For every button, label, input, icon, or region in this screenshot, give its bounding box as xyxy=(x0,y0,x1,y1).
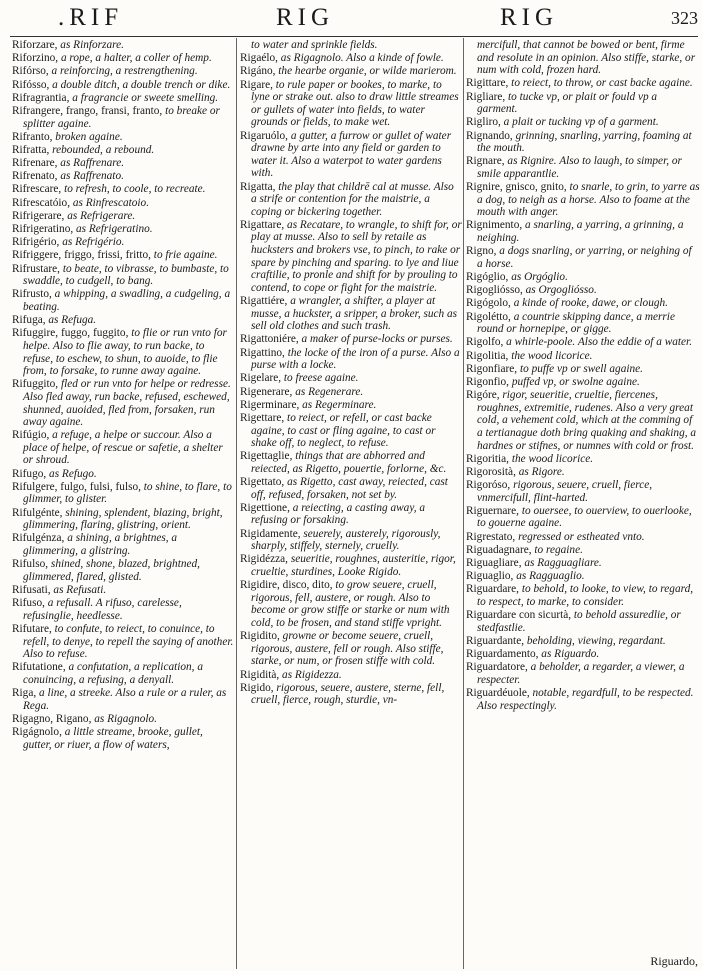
headword: Rigorosità, xyxy=(466,465,516,478)
definition: shining, splendent, blazing, bright, glimmering, flaring, glistring, orient. xyxy=(23,506,223,532)
definition: to frie againe. xyxy=(150,249,218,262)
headword: Rigattoniére, xyxy=(240,333,299,346)
definition: to confute, to reiect, to conuince, to refell, to denye, to repell the saying of another. Also to refuse. xyxy=(23,622,234,661)
definition: as Rigidezza. xyxy=(279,668,342,681)
definition: beholding, viewing, regardant. xyxy=(524,634,666,647)
dictionary-entry xyxy=(12,558,234,583)
headword: Rigattiére, xyxy=(240,295,288,308)
dictionary-entry xyxy=(466,389,700,452)
definition: to behold assuredlie, or stedfastlie. xyxy=(477,609,681,634)
dictionary-entry xyxy=(466,130,700,155)
dictionary-entry xyxy=(12,157,234,170)
definition: the locke of the iron of a purse. Also a purse with a locke. xyxy=(251,346,460,372)
headword: Rigonfiare, xyxy=(466,362,518,375)
headword: Riguardare con sicurtà, xyxy=(466,609,572,622)
definition: as Rigore. xyxy=(515,465,565,478)
definition: as Ragguagliare. xyxy=(521,557,602,569)
column-divider-2 xyxy=(463,38,464,969)
dictionary-entry xyxy=(12,468,234,481)
dictionary-entry xyxy=(466,271,700,284)
dictionary-entry xyxy=(12,288,234,313)
dictionary-entry xyxy=(12,713,234,726)
definition: as Refrigerare. xyxy=(64,209,136,222)
dictionary-entry xyxy=(240,682,462,707)
dictionary-entry xyxy=(12,144,234,157)
definition: as Raffrenato. xyxy=(57,170,124,183)
headword: Rifórso, xyxy=(12,65,49,78)
definition: to regaine. xyxy=(531,543,583,556)
definition: a shining, a brightnes, a glimmering, a glistring. xyxy=(23,532,178,557)
dictionary-entry xyxy=(240,669,462,682)
dictionary-entry xyxy=(12,327,234,377)
definition: a wrangler, a shifter, a player at musse, a huckster, a sripper, a broker, such as sell old clothes and such trash. xyxy=(251,295,458,333)
definition: to breake or splitter againe. xyxy=(23,104,220,130)
dictionary-entry xyxy=(466,544,700,557)
headword: Rigettione, xyxy=(240,501,290,514)
dictionary-entry xyxy=(466,479,700,504)
definition: to snarle, to grin, to yarre as a dog, to neigh as a horse. Also to foame at the mouth with anger. xyxy=(477,181,700,219)
dictionary-entry xyxy=(466,609,700,634)
dictionary-entry xyxy=(12,584,234,597)
headword: Rigenerare, xyxy=(240,385,293,398)
definition: to shine, to flare, to glimmer, to glister. xyxy=(23,480,232,506)
definition: to reiect, or refell, or cast backe againe, to cast or fling againe, to cast or shake off, to neglect, to refuse. xyxy=(251,411,436,450)
column-1 xyxy=(12,39,234,971)
dictionary-entry xyxy=(12,481,234,506)
headword: Rigoróso, xyxy=(466,479,511,492)
dictionary-entry xyxy=(240,295,462,333)
headword: Rigagno, Rigano, xyxy=(12,712,92,725)
dictionary-entry xyxy=(12,263,234,288)
dictionary-entry xyxy=(240,181,462,219)
dictionary-entry xyxy=(12,52,234,65)
dictionary-entry xyxy=(466,453,700,466)
definition: as Orgogliósso. xyxy=(522,284,597,297)
headword: Rigolitia, xyxy=(466,349,509,362)
headword: Riguernare, xyxy=(466,504,520,517)
headword: Rigno, xyxy=(466,245,497,258)
dictionary-entry xyxy=(12,197,234,210)
dictionary-entry xyxy=(466,687,700,712)
headword: Rigidézza, xyxy=(240,553,288,566)
dictionary-entry xyxy=(466,219,700,244)
dictionary-entry xyxy=(466,363,700,376)
dictionary-entry xyxy=(12,210,234,223)
headword: Rigaruólo, xyxy=(240,129,289,142)
definition: broken againe. xyxy=(52,130,123,143)
definition: a plait or tucking vp of a garment. xyxy=(500,116,659,129)
headword: Rigogliósso, xyxy=(466,284,523,297)
headword: Rifrescatóio, xyxy=(12,196,71,209)
definition: a reiecting, a casting away, a refusing or forsaking. xyxy=(251,501,426,527)
dictionary-entry xyxy=(240,528,462,553)
dictionary-entry xyxy=(466,336,700,349)
definition: to beate, to vibrasse, to bumbaste, to swaddle, to cudgell, to bang. xyxy=(23,262,229,288)
definition: a confutation, a replication, a conuincing, a refusing, a denyall. xyxy=(23,661,203,686)
definition: a rope, a halter, a coller of hemp. xyxy=(58,52,212,65)
definition: the play that childrē cal at musse. Also a strife or contention for the maistrie, a coping or bickering together. xyxy=(251,180,454,218)
headword: Rifrangere, frango, fransi, franto, xyxy=(12,104,163,117)
headword: Rigonfio, xyxy=(466,375,509,388)
definition: a refuge, a helpe or succour. Also a place of helpe, of rescue or safetie, a shelter or shroud. xyxy=(23,429,223,467)
definition: as Raffrenare. xyxy=(57,157,125,170)
dictionary-entry xyxy=(12,39,234,52)
headword: Rifrigerare, xyxy=(12,209,65,222)
dictionary-entry xyxy=(466,648,700,661)
dictionary-entry xyxy=(466,284,700,297)
headword: Rifuggire, fuggo, fuggito, xyxy=(12,327,129,340)
headword: Rifragrantia, xyxy=(12,91,70,104)
definition: as Regenerare. xyxy=(292,385,364,398)
headword: Rifrigério, xyxy=(12,236,60,249)
definition: as Regerminare. xyxy=(299,398,377,411)
definition: grinning, snarling, yarring, foaming at the mouth. xyxy=(477,129,692,155)
headword: Rigettaglie, xyxy=(240,450,293,463)
dictionary-entry xyxy=(240,372,462,385)
definition: regressed or estheated vnto. xyxy=(515,530,645,543)
dictionary-entry xyxy=(12,378,234,428)
definition: as Orgóglio. xyxy=(508,271,568,284)
headword: Rigóre, xyxy=(466,389,500,402)
header-left-word: .RIF xyxy=(58,4,124,31)
dictionary-entry xyxy=(466,311,700,336)
headword: Rifulgénte, xyxy=(12,506,63,519)
headword: Rifrigeratino, xyxy=(12,223,74,236)
headword: Riguardare, xyxy=(466,583,520,596)
dictionary-entry xyxy=(240,65,462,78)
headword: Rigattino, xyxy=(240,346,285,359)
dictionary-entry xyxy=(240,412,462,450)
headword: Rigágnolo, xyxy=(12,726,62,739)
dictionary-entry xyxy=(466,245,700,270)
headword: Rigóglio, xyxy=(466,271,509,284)
dictionary-entry xyxy=(466,155,700,180)
headword: Rifósso, xyxy=(12,78,50,91)
definition: as Rinforzare. xyxy=(57,39,124,51)
page-number: 323 xyxy=(671,8,698,28)
headword: Rigidito, xyxy=(240,630,280,643)
definition: mercifull, that cannot be bowed or bent, firme and resolute in an opinion. Also stiffe, starke, or num with cold, frozen hard. xyxy=(477,39,696,77)
headword: Riforzino, xyxy=(12,52,59,65)
headword: Rigerminare, xyxy=(240,398,300,411)
definition: rebounded, a rebound. xyxy=(49,143,155,156)
dictionary-entry xyxy=(12,170,234,183)
definition: a little streame, brooke, gullet, gutter, or riuer, a flow of waters, xyxy=(23,726,203,751)
dictionary-entry xyxy=(240,579,462,629)
headword: Rifranto, xyxy=(12,130,53,143)
definition: to ouersee, to ouerview, to ouerlooke, to gouerne againe. xyxy=(477,504,692,530)
definition: to grow seuere, cruell, rigorous, fell, austere, or rough. Also to become or grow stiffe or starke or num with cold, to be frosen, and stand stiffe vpright. xyxy=(251,579,450,629)
dictionary-entry xyxy=(240,130,462,180)
dictionary-entry xyxy=(240,386,462,399)
definition: as Riguardo. xyxy=(538,648,600,661)
dictionary-entry xyxy=(240,476,462,501)
dictionary-entry xyxy=(12,236,234,249)
headword: Rigliare, xyxy=(466,90,506,103)
definition: rigor, seueritie, crueltie, fiercenes, roughnes, extremitie, rudenes. Also a very great cold, a vehement cold, which at the comming of a tertianague doth bring quaking and shaking, a hardnes or stifnes, or numnes with cold or frost. xyxy=(477,389,697,452)
dictionary-entry xyxy=(466,531,700,544)
definition: rigorous, seuere, cruell, fierce, vnmercifull, flint-harted. xyxy=(477,479,653,504)
headword: Rigidire, disco, dito, xyxy=(240,579,333,592)
headword: Riga, xyxy=(12,687,37,700)
definition: a refusall. A rifuso, carelesse, refusinglie, heedlesse. xyxy=(23,597,182,622)
definition: as Rigagnolo. Also a kinde of fowle. xyxy=(277,52,444,65)
dictionary-entry xyxy=(240,450,462,475)
definition: as Refugo. xyxy=(46,467,97,480)
definition: a beholder, a regarder, a viewer, a respecter. xyxy=(477,661,685,686)
headword: Riguagliare, xyxy=(466,557,522,569)
definition: notable, regardfull, to be respected. Also respectingly. xyxy=(477,687,694,712)
headword: Rigoritia, xyxy=(466,452,509,465)
definition: growne or become seuere, cruell, rigorous, austere, fell or rough. Also stiffe, starke, or num, or frosen stiffe with cold. xyxy=(251,630,444,668)
headword: Rigógolo, xyxy=(466,297,511,310)
header-right-word: RIG xyxy=(500,4,559,31)
definition: things that are abhorred and reiected, as Rigetto, pouertie, forlorne, &c. xyxy=(251,450,447,475)
running-header xyxy=(0,2,702,36)
definition: the wood licorice. xyxy=(508,349,593,362)
definition: a kinde of rooke, dawe, or clough. xyxy=(510,297,668,310)
dictionary-entry xyxy=(466,635,700,648)
dictionary-entry xyxy=(12,429,234,467)
headword: Rifusati, xyxy=(12,583,51,596)
headword: Rignare, xyxy=(466,155,505,168)
definition: shined, shone, blazed, brightned, glimmered, flared, glisted. xyxy=(23,558,200,583)
headword: Rifutare, xyxy=(12,622,52,635)
dictionary-entry xyxy=(466,91,700,116)
definition: as Refusati. xyxy=(50,583,107,596)
headword: Rifriggere, friggo, frissi, fritto, xyxy=(12,249,151,262)
dictionary-entry xyxy=(12,532,234,557)
dictionary-entry xyxy=(466,557,700,570)
headword: Rifratta, xyxy=(12,143,50,156)
definition: the wood licorice. xyxy=(509,452,594,465)
headword: Rigidità, xyxy=(240,668,280,681)
definition: a line, a streeke. Also a rule or a ruler, as Rega. xyxy=(23,687,227,712)
headword: Rifutatione, xyxy=(12,661,66,674)
definition: a countrie skipping dance, a merrie round or hornepipe, or gigge. xyxy=(477,310,675,336)
definition: seueritie, roughnes, austeritie, rigor, crueltie, sturdines, Looke Rigido. xyxy=(251,553,456,579)
catchword: Riguardo, xyxy=(650,954,698,968)
definition: to water and sprinkle fields. xyxy=(251,39,378,51)
definition: as Rigetto, cast away, reiected, cast off, refused, forsaken, not set by. xyxy=(251,476,448,501)
definition: as Rinfrescatoio. xyxy=(70,196,150,209)
definition: as Rignire. Also to laugh, to simper, or smile apparantlie. xyxy=(477,155,682,180)
dictionary-entry xyxy=(12,183,234,196)
headword: Rigido, xyxy=(240,681,274,694)
dictionary-entry xyxy=(466,466,700,479)
headword: Rifúgio, xyxy=(12,429,50,442)
dictionary-entry xyxy=(466,77,700,90)
definition: a whipping, a swadling, a cudgeling, a beating. xyxy=(23,288,231,313)
headword: Rifuga, xyxy=(12,314,46,327)
dictionary-entry xyxy=(466,297,700,310)
headword: Rigelare, xyxy=(240,372,282,385)
dictionary-entry xyxy=(240,347,462,372)
definition: as Refuga. xyxy=(45,314,97,327)
definition: a gutter, a furrow or gullet of water drawne by arte into any field or garden to water it. Also a waterpot to water gardens with. xyxy=(251,129,452,180)
column-3 xyxy=(466,39,700,971)
dictionary-entry xyxy=(12,314,234,327)
definition: a whirle-poole. Also the eddie of a water. xyxy=(503,336,693,349)
definition: the hearbe organie, or wilde marierom. xyxy=(275,65,457,78)
definition: a reinforcing, a restrengthening. xyxy=(48,65,198,78)
dictionary-entry xyxy=(12,79,234,92)
headword: Riguardante, xyxy=(466,634,525,647)
headword: Rigrestato, xyxy=(466,530,516,543)
dictionary-entry xyxy=(240,79,462,129)
dictionary-entry xyxy=(466,350,700,363)
definition: to flie or run vnto for helpe. Also to flie away, to run backe, to refuse, to eschew, to shun, to auoide, to flie from, to forsake, to runne away againe. xyxy=(23,327,227,378)
headword: Rigattare, xyxy=(240,218,285,231)
definition: a fragrancie or sweete smelling. xyxy=(69,91,219,104)
definition: seuerely, austerely, rigorously, sharply, stiffely, sternely, cruelly. xyxy=(251,527,441,553)
dictionary-entry xyxy=(466,39,700,77)
dictionary-entry xyxy=(240,399,462,412)
dictionary-entry xyxy=(12,65,234,78)
dictionary-entry xyxy=(466,376,700,389)
definition: rigorous, seuere, austere, sterne, fell, cruell, fierce, rough, sturdie, vn- xyxy=(251,681,445,707)
headword: Rigittare, xyxy=(466,77,509,90)
headword: Rigidamente, xyxy=(240,527,301,540)
definition: a snarling, a yarring, a grinning, a neighing. xyxy=(477,219,684,245)
headword: Rifuggito, xyxy=(12,378,59,391)
dictionary-entry xyxy=(12,726,234,751)
dictionary-entry xyxy=(466,505,700,530)
headword: Rifugo, xyxy=(12,467,47,480)
definition: a double ditch, a double trench or dike. xyxy=(49,78,231,91)
headword: Rigáno, xyxy=(240,65,276,78)
definition: a maker of purse-locks or purses. xyxy=(298,333,453,346)
dictionary-entry xyxy=(466,661,700,686)
definition: as Ragguaglio. xyxy=(513,570,585,583)
headword: Riguardéuole, xyxy=(466,687,530,700)
headword: Rifrustare, xyxy=(12,262,60,275)
dictionary-entry xyxy=(12,623,234,661)
headword: Rignando, xyxy=(466,129,513,142)
dictionary-entry xyxy=(240,553,462,578)
headword: Riguaglio, xyxy=(466,570,514,583)
headword: Rifrenato, xyxy=(12,170,58,183)
definition: to freese againe. xyxy=(281,372,359,385)
dictionary-entry xyxy=(12,249,234,262)
definition: to behold, to looke, to view, to regard, to respect, to marke, to consider. xyxy=(477,583,694,608)
dictionary-entry xyxy=(240,39,462,52)
dictionary-entry xyxy=(12,131,234,144)
headword: Rigare, xyxy=(240,78,273,91)
headword: Rifuso, xyxy=(12,597,45,610)
definition: a dogs snarling, or yarring, or neighing of a horse. xyxy=(477,245,692,270)
headword: Rifrusto, xyxy=(12,288,52,301)
dictionary-entry xyxy=(466,116,700,129)
dictionary-entry xyxy=(466,583,700,608)
definition: as Rigagnolo. xyxy=(91,712,157,725)
dictionary-entry xyxy=(240,333,462,346)
headword: Riguadagnare, xyxy=(466,543,532,556)
dictionary-entry xyxy=(240,502,462,527)
definition: fled or run vnto for helpe or redresse. Also fled away, run backe, refused, eschewed, shunned, auoided, fled from, forsaken, run away againe. xyxy=(23,378,231,429)
headword: Riguardamento, xyxy=(466,648,539,661)
definition: to puffe vp or swell againe. xyxy=(517,362,643,375)
headword: Riguardatore, xyxy=(466,661,528,674)
definition: as Refrigeratino. xyxy=(73,223,153,236)
dictionary-entry xyxy=(12,687,234,712)
headword: Rifulgénza, xyxy=(12,532,65,545)
definition: puffed vp, or swolne againe. xyxy=(509,375,640,388)
headword: Rifulso, xyxy=(12,558,49,571)
dictionary-entry xyxy=(12,223,234,236)
headword: Rigettato, xyxy=(240,476,285,489)
dictionary-entry xyxy=(12,92,234,105)
header-rule xyxy=(10,36,698,37)
headword: Rignimento, xyxy=(466,219,523,232)
headword: Rigliro, xyxy=(466,116,501,129)
definition: as Refrigério. xyxy=(59,236,125,249)
definition: to rule paper or bookes, to marke, to lyne or strake out. also to draw little streames or gullets of water into fields, to water grounds or fields, to make wet. xyxy=(251,78,459,129)
dictionary-entry xyxy=(12,507,234,532)
headword: Rifulgere, fulgo, fulsi, fulso, xyxy=(12,480,141,493)
headword: Riforzare, xyxy=(12,39,58,51)
headword: Rifrenare, xyxy=(12,157,58,170)
headword: Rigatta, xyxy=(240,180,276,193)
definition: as Recatare, to wrangle, to shift for, or play at musse. Also to sell by retaile as hucksters and brokers vse, to pinch, to rake or spare by pinching and sparing. to lye and liue craftilie, to pronle and shift for by prouling to contend, to cope or fight for the maistrie. xyxy=(251,218,462,294)
header-center-word: RIG xyxy=(276,4,335,31)
column-2 xyxy=(240,39,462,971)
definition: to refresh, to coole, to recreate. xyxy=(61,183,206,196)
headword: Rigolfo, xyxy=(466,336,504,349)
dictionary-entry xyxy=(12,597,234,622)
dictionary-entry xyxy=(466,570,700,583)
dictionary-entry xyxy=(240,52,462,65)
headword: Rigaélo, xyxy=(240,52,278,65)
definition: to tucke vp, or plait or fould vp a garment. xyxy=(477,90,658,116)
definition: to reiect, to throw, or cast backe againe. xyxy=(508,77,693,90)
headword: Rignire, gnisco, gnito, xyxy=(466,181,567,194)
dictionary-entry xyxy=(12,661,234,686)
headword: Rifrescare, xyxy=(12,183,62,196)
dictionary-entry xyxy=(240,630,462,668)
dictionary-entry xyxy=(466,181,700,219)
headword: Rigolétto, xyxy=(466,310,511,323)
headword: Rigettare, xyxy=(240,411,285,424)
dictionary-entry xyxy=(240,219,462,295)
dictionary-entry xyxy=(12,105,234,130)
column-divider-1 xyxy=(236,38,237,969)
